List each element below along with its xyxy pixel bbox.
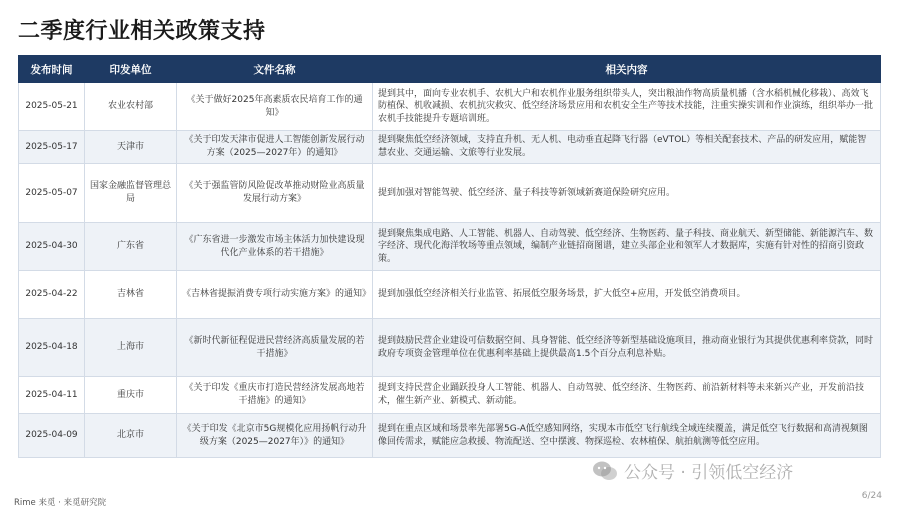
page-title: 二季度行业相关政策支持 xyxy=(18,19,266,44)
header-date: 发布时间 xyxy=(19,56,85,83)
row-date: 2025-05-07 xyxy=(19,164,85,223)
row-date: 2025-05-17 xyxy=(19,131,85,164)
row-date: 2025-04-30 xyxy=(19,223,85,271)
row-content: 提到聚焦集成电路、人工智能、机器人、自动驾驶、低空经济、生物医药、量子科技、商业航天、新型储能、新能源汽车、数字经济、现代化海洋牧场等重点领域，编制产业链招商图谱，建立头部企业和领军人才数据库，实施有针对性的招商引资政策。 xyxy=(373,223,881,271)
row-date: 2025-04-09 xyxy=(19,414,85,458)
table-row xyxy=(19,83,881,131)
row-document: 《关于印发《北京市5G规模化应用扬帆行动升级方案（2025—2027年）》的通知》 xyxy=(177,414,373,458)
row-issuer: 国家金融监督管理总局 xyxy=(85,164,177,223)
row-content: 提到鼓励民营企业建设可信数据空间、具身智能、低空经济等新型基础设施项目，推动商业银行为其提供优惠利率贷款，同时政府专项资金管理单位在优惠利率基础上提供最高1.5个百分点利息补贴。 xyxy=(373,319,881,377)
table-row xyxy=(19,377,881,414)
row-content: 提到在重点区域和场景率先部署5G-A低空感知网络，实现本市低空飞行航线全域连续覆盖，满足低空飞行数据和高清视频图像回传需求，赋能应急救援、物流配送、空中摆渡、物探巡检、农林植保、航拍航测等低空应用。 xyxy=(373,414,881,458)
table-row xyxy=(19,271,881,319)
row-issuer: 重庆市 xyxy=(85,377,177,414)
row-document: 《关于做好2025年高素质农民培育工作的通知》 xyxy=(177,83,373,131)
watermark-text: 公众号 · 引领低空经济 xyxy=(624,463,794,483)
policy-table xyxy=(18,55,881,458)
row-document: 《新时代新征程促进民营经济高质量发展的若干措施》 xyxy=(177,319,373,377)
row-content: 提到加强低空经济相关行业监管、拓展低空服务场景，扩大低空+应用，开发低空消费项目。 xyxy=(373,271,881,319)
row-document: 《关于印发《重庆市打造民营经济发展高地若干措施》的通知》 xyxy=(177,377,373,414)
row-content: 提到支持民营企业踊跃投身人工智能、机器人、自动驾驶、低空经济、生物医药、前沿新材料等未来新兴产业，开发前沿技术，催生新产业、新模式、新动能。 xyxy=(373,377,881,414)
header-content: 相关内容 xyxy=(373,56,881,83)
table-header-row xyxy=(19,56,881,83)
row-content: 提到加强对智能驾驶、低空经济、量子科技等新领域新赛道保险研究应用。 xyxy=(373,164,881,223)
header-document: 文件名称 xyxy=(177,56,373,83)
row-document: 《吉林省提振消费专项行动实施方案》的通知》 xyxy=(177,271,373,319)
table-row xyxy=(19,223,881,271)
table-row xyxy=(19,414,881,458)
row-issuer: 广东省 xyxy=(85,223,177,271)
row-issuer: 吉林省 xyxy=(85,271,177,319)
row-issuer: 北京市 xyxy=(85,414,177,458)
row-date: 2025-04-11 xyxy=(19,377,85,414)
row-document: 《关于印发天津市促进人工智能创新发展行动方案（2025—2027年）的通知》 xyxy=(177,131,373,164)
table-row xyxy=(19,131,881,164)
header-issuer: 印发单位 xyxy=(85,56,177,83)
row-issuer: 上海市 xyxy=(85,319,177,377)
page-number: 6/24 xyxy=(861,491,882,501)
row-date: 2025-04-22 xyxy=(19,271,85,319)
row-document: 《关于强监管防风险促改革推动财险业高质量发展行动方案》 xyxy=(177,164,373,223)
row-content: 提到其中，面向专业农机手、农机大户和农机作业服务组织带头人，突出粮油作物高质量机播（含水稻机械化移栽）、高效飞防植保、机收减损、农机抗灾救灾、低空经济场景应用和农机安全生产等技术技能，注重实操实训和作业演练，组织举办一批农机手技能提升专题培训班。 xyxy=(373,83,881,131)
row-issuer: 农业农村部 xyxy=(85,83,177,131)
watermark xyxy=(592,458,793,483)
footer-logo: Rime 来觅 · 来觅研究院 xyxy=(14,498,107,508)
row-issuer: 天津市 xyxy=(85,131,177,164)
row-content: 提到聚焦低空经济领域，支持直升机、无人机、电动垂直起降飞行器（eVTOL）等相关配套技术、产品的研发应用，赋能智慧农业、交通运输、文旅等行业发展。 xyxy=(373,131,881,164)
table-row xyxy=(19,319,881,377)
row-date: 2025-04-18 xyxy=(19,319,85,377)
row-date: 2025-05-21 xyxy=(19,83,85,131)
table-row xyxy=(19,164,881,223)
wechat-icon xyxy=(592,460,618,482)
row-document: 《广东省进一步激发市场主体活力加快建设现代化产业体系的若干措施》 xyxy=(177,223,373,271)
